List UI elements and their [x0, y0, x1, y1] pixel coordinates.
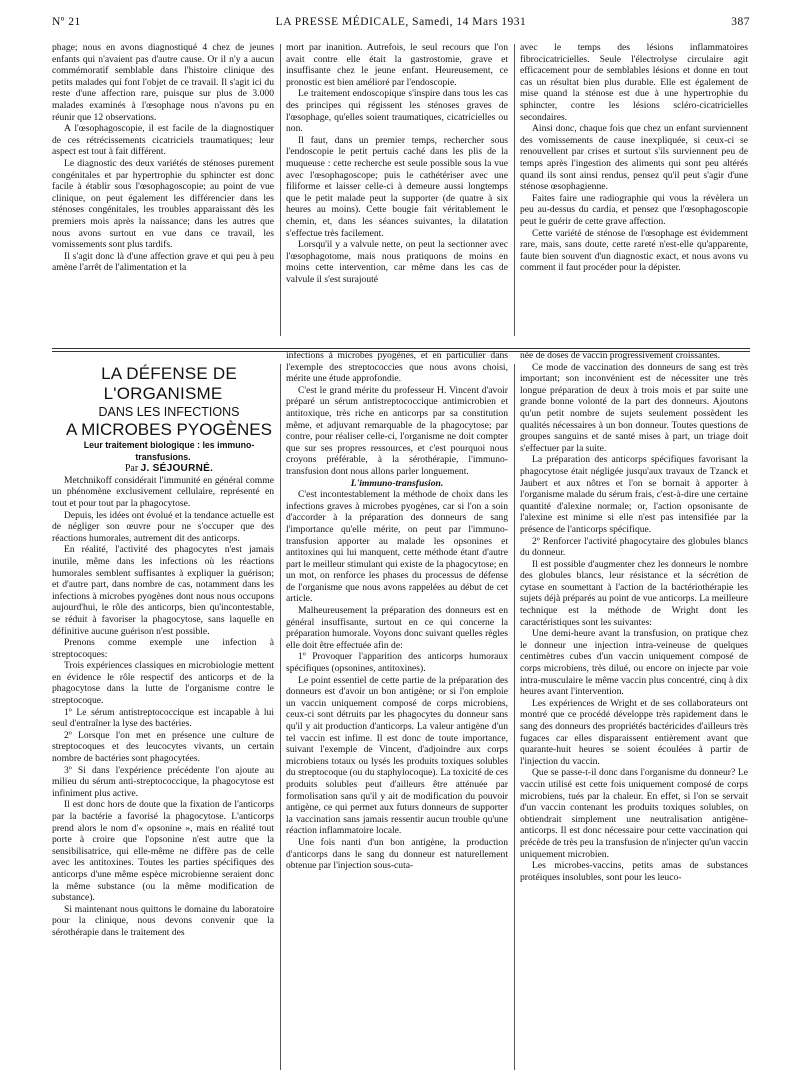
- paragraph: 1º Le sérum antistreptococcique est incapable à lui seul d'entraîner la lyse des bactéries.: [52, 706, 274, 730]
- section-heading: L'immuno-transfusion.: [350, 477, 444, 489]
- paragraph: Le traitement endoscopique s'inspire dans tous les cas des principes qui régissent les sténoses graves de l'œsophage, qu'elles soient traumatiques, cicatricielles ou non.: [286, 88, 508, 135]
- paragraph: infections à microbes pyogènes, et en particulier dans l'exemple des streptococcies que nous avons choisi, mérite une étude approfondie.: [286, 350, 508, 385]
- paragraph: phage; nous en avons diagnostiqué 4 chez de jeunes enfants qui n'avaient pas d'autre cause. Or il n'y a aucun commémoratif semblable dans l'histoire clinique des petits malades qui font l'objet de ce travail. Il s'agit ici du reste d'une affection rare, puisque sur plus de 3.000 malades examinés à l'œsophage nous n'avons pu en réunir que 12 observations.: [52, 42, 274, 123]
- paragraph: avec le temps des lésions inflammatoires fibrocicatricielles. Seule l'électrolyse circulaire agit efficacement pour de semblables lésions et donne en tout cas un résultat bien plus durable. Elle est également de mise quand la sténose est due à une hypertrophie du sphincter, contre les lésions scléro-cicatricielles secondaires.: [520, 42, 748, 123]
- paragraph: Une fois nanti d'un bon antigène, la production d'anticorps dans le sang du donneur est naturellement obtenue par l'injection sous-cuta-: [286, 836, 508, 872]
- paragraph: Trois expériences classiques en microbiologie mettent en évidence le rôle respectif des anticorps et de la phagocytose dans la lutte de l'organisme contre le streptocoque.: [52, 660, 274, 707]
- author-prefix: Par: [124, 463, 139, 475]
- running-header: [52, 16, 750, 32]
- top-column-1: [52, 42, 274, 342]
- article-column-2: [286, 350, 508, 1074]
- title-line-3: A MICROBES PYOGÈNES: [66, 420, 272, 439]
- author-line: [52, 463, 274, 475]
- column-divider: [280, 364, 281, 1070]
- section-rule: [52, 348, 750, 349]
- paragraph: Cette variété de sténose de l'œsophage est évidemment rare, mais, sans doute, cette rareté n'est-elle qu'apparente, faute bien souvent d'un diagnostic exact, et nous avons vu comment il faut procéder pour la dépister.: [520, 227, 748, 274]
- title-line-1: LA DÉFENSE DE L'ORGANISME: [101, 364, 237, 403]
- paragraph: Il faut, dans un premier temps, rechercher sous l'endoscopie le petit pertuis caché dans les plis de la muqueuse : cette recherche est seule possible sous la vue avec l'œsophagoscope; puis le cathétériser avec une filiforme et laisser celle-ci à demeure aussi longtemps que le petit malade peut la supporter (de quatre à six heures au moins). Cette bougie fait véritablement le chemin, et, dans les séances suivantes, la dilatation s'effectue très facilement.: [286, 134, 508, 239]
- title-line-2: DANS LES INFECTIONS: [98, 405, 240, 419]
- journal-title-date: LA PRESSE MÉDICALE, Samedi, 14 Mars 1931: [275, 16, 527, 28]
- paragraph: Depuis, les idées ont évolué et la tendance actuelle est de négliger son œuvre pour ne s'occuper que des réactions humorales, autrement dit des anticorps.: [52, 509, 274, 544]
- paragraph: Faites faire une radiographie qui vous la révèlera un peu au-dessus du cardia, et pensez que l'œsophagoscopie peut le guérir de cette grave affection.: [520, 192, 748, 227]
- paragraph: C'est incontestablement la méthode de choix dans les infections graves à microbes pyogènes, car si l'on a soin d'accorder à la préparation des donneurs de sang l'importance qu'elle mérite, on peut par l'immuno-transfusion apporter au malade les opsonines et antitoxines qui lui manquent, cette méthode étant d'autre part le meilleur stimulant qui existe de la phagocytose; en un mot, on renforce les phases du processus de défense de l'organisme que nous avons rappelées au début de cet article.: [286, 489, 508, 605]
- paragraph: Le diagnostic des deux variétés de sténoses purement congénitales et par hypertrophie du sphincter est donc facile à établir sous l'œsophagoscopie; au point de vue clinique, on peut également les différencier dans les sténoses congénitales, les troubles apparaissant dès les premiers mois après la naissance; dans les autres que nous avons surtout en vue dans ce travail, les vomissements sont plus tardifs.: [52, 157, 274, 251]
- article-column-3: [520, 350, 748, 1074]
- article-column-1: [52, 364, 274, 1074]
- article-title: [52, 364, 274, 440]
- paragraph: 3º Si dans l'expérience précédente l'on ajoute au milieu du sérum anti-streptococcique, la phagocytose est infiniment plus active.: [52, 764, 274, 799]
- paragraph: 1º Provoquer l'apparition des anticorps humoraux spécifiques (opsonines, antitoxines).: [286, 651, 508, 675]
- author-name: J. SÉJOURNÉ.: [140, 463, 214, 475]
- column-divider: [514, 364, 515, 1070]
- paragraph: Que se passe-t-il donc dans l'organisme du donneur? Le vaccin utilisé est cette fois uniquement composé de corps microbiens, tués par la chaleur. En effet, si l'on se servait d'un vaccin contenant les produits toxiques solubles, on obtiendrait simplement une neutralisation antigène-anticorps. Il est donc nécessaire pour cette vaccination qui précède de très peu la transfusion de n'injecter qu'un vaccin uniquement microbien.: [520, 767, 748, 860]
- paragraph: 2º Lorsque l'on met en présence une culture de streptocoques et des leucocytes vivants, un certain nombre de bactéries sont phagocytées.: [52, 729, 274, 765]
- paragraph: Lorsqu'il y a valvule nette, on peut la sectionner avec l'œsophagotome, mais nous pratiquons de moins en moins cette intervention, car même dans les cas de valvule il s'est surajouté: [286, 239, 508, 285]
- paragraph: Ainsi donc, chaque fois que chez un enfant surviennent des vomissements de cause inexpliquée, si ceux-ci se renouvellent par crises et surtout s'ils surviennent peu de temps après l'ingestion des aliments qui sont peu altérés quand ils sont ainsi rendus, pensez qu'il peut s'agir d'une sténose œsophagienne.: [520, 123, 748, 193]
- paragraph: Malheureusement la préparation des donneurs est en général insuffisante, surtout en ce qui concerne la préparation humorale. Voyons donc suivant quelles règles elle doit être effectuée afin de:: [286, 605, 508, 651]
- page-number: 387: [731, 16, 750, 28]
- paragraph: Si maintenant nous quittons le domaine du laboratoire pour la clinique, nous devons convenir que la sérothérapie dans le traitement des: [52, 903, 274, 938]
- paragraph: Prenons comme exemple une infection à streptocoques:: [52, 637, 274, 660]
- article-subtitle: Leur traitement biologique : les immuno-transfusions.: [83, 440, 255, 462]
- column-divider: [514, 44, 515, 336]
- paragraph: Les microbes-vaccins, petits amas de substances protéiques insolubles, sont pour les leuco-: [520, 860, 748, 883]
- issue-number: Nº 21: [52, 16, 81, 28]
- paragraph: 2º Renforcer l'activité phagocytaire des globules blancs du donneur.: [520, 535, 748, 559]
- paragraph: A l'œsophagoscopie, il est facile de la diagnostiquer de ces rétrécissements cicatriciels traumatiques; leur aspect est tout à fait différent.: [52, 123, 274, 158]
- paragraph: Metchnikoff considérait l'immunité en général comme un phénomène exclusivement cellulaire, représenté en tout et pour tout par la phagocytose.: [52, 474, 274, 509]
- paragraph: née de doses de vaccin progressivement croissantes.: [520, 350, 721, 361]
- column-divider: [280, 44, 281, 336]
- paragraph: C'est le grand mérite du professeur H. Vincent d'avoir préparé un sérum antistreptococcique antimicrobien et antitoxique, très riche en anticorps par sa constitution même, et adjuvant remarquable de la phagocytose; par contre, pour réaliser celle-ci, l'organisme ne doit compter que sur ses propres ressources, et c'est pourquoi nous croyons préférable, à la sérothérapie, l'immuno-transfusion dont nous allons parler longuement.: [286, 384, 508, 477]
- paragraph: La préparation des anticorps spécifiques favorisant la phagocytose était négligée jusqu'aux travaux de Tzanck et Jaubert et aux nôtres et l'on se bornait à apporter à l'organisme malade du sérum frais, c'est-à-dire une certaine quantité d'alexine normale; or, l'action opsonisante de l'alexine est minime si elle n'est pas intensifiée par la présence de l'anticorps spécifique.: [520, 454, 748, 535]
- paragraph: Une demi-heure avant la transfusion, on pratique chez le donneur une injection intra-veineuse de quelques centimètres cubes d'un vaccin uniquement composé de corps microbiens, très dilué, ou encore on injecte par voie intra-musculaire le même vaccin plus concentré, cinq à dix heures avant l'intervention.: [520, 628, 748, 698]
- paragraph: Il est possible d'augmenter chez les donneurs le nombre des globules blancs, leur résistance et la sécrétion de cytase en soumettant à l'action de la bactériothérapie les sujets déjà préparés au point de vue anticorps. La meilleure technique est la méthode de Wright dont les caractéristiques sont les suivantes:: [520, 558, 748, 628]
- paragraph: En réalité, l'activité des phagocytes n'est jamais inutile, même dans les infections où les réactions humorales semblent suffisantes à expliquer la guérison; et d'autre part, dans nombre de cas, notamment dans les infections à microbes pyogènes dont nous nous occupons aujourd'hui, le rôle des anticorps, bien qu'incontestable, se réduit à favoriser la phagocytose, sans laquelle en définitive aucune guérison n'est possible.: [52, 544, 274, 637]
- paragraph: Il s'agit donc là d'une affection grave et qui peu à peu amène l'arrêt de l'alimentation et la: [52, 250, 274, 274]
- paragraph: Le point essentiel de cette partie de la préparation des donneurs est d'avoir un bon antigène; or si l'on emploie un vaccin uniquement composé de corps microbiens, ceux-ci sont détruits par les phagocytes du donneur sans qu'il y ait production d'anticorps. La valeur antigène d'un tel vaccin est infime. Il est donc de toute importance, suivant l'exemple de Vincent, d'adjoindre aux corps microbiens totaux ou lysés les produits toxiques solubles du streptocoque (ou du staphylocoque). La toxicité de ces produits solubles peut d'ailleurs être atténuée par formolisation sans qu'il y ait de modification du pouvoir antigène, ce qui permet aux futurs donneurs de supporter la vaccination sans jamais ressentir aucun trouble qu'une réaction inflammatoire locale.: [286, 674, 508, 837]
- paragraph: mort par inanition. Autrefois, le seul recours que l'on avait contre elle était la gastrostomie, grave et insuffisante chez le jeune enfant. Heureusement, ce pronostic est bien amélioré par l'endoscopie.: [286, 42, 508, 88]
- paragraph: Il est donc hors de doute que la fixation de l'anticorps par la bactérie a favorisé la phagocytose. L'anticorps prend alors le nom d'« opsonine », mais en réalité tout porte à croire que l'opsonine n'est autre que la sensibilisatrice, qui elle-même ne diffère pas de celle avec les antitoxines. Toutes les parties spécifiques des anticorps d'une même espèce microbienne seraient donc la même substance (ou la même modification de substance).: [52, 799, 274, 904]
- top-column-3: [520, 42, 748, 342]
- paragraph: Les expériences de Wright et de ses collaborateurs ont montré que ce procédé développe très rapidement dans le sang des donneurs des propriétés bactéricides d'ailleurs très fugaces car elles disparaissent entièrement avant que quarante-huit heures se soient écoulées à partir de l'injection du vaccin.: [520, 697, 748, 767]
- paragraph: Ce mode de vaccination des donneurs de sang est très important; son inconvénient est de nécessiter une très longue préparation de deux à trois mois et par suite une grande bonne volonté de la part des donneurs. Ajoutons qu'un petit nombre de sujets seulement possèdent les qualités nécessaires à un bon donneur. Toutes questions de groupes sanguins et de santé mises à part, un triage doit s'effectuer par la suite.: [520, 361, 748, 454]
- top-column-2: [286, 42, 508, 342]
